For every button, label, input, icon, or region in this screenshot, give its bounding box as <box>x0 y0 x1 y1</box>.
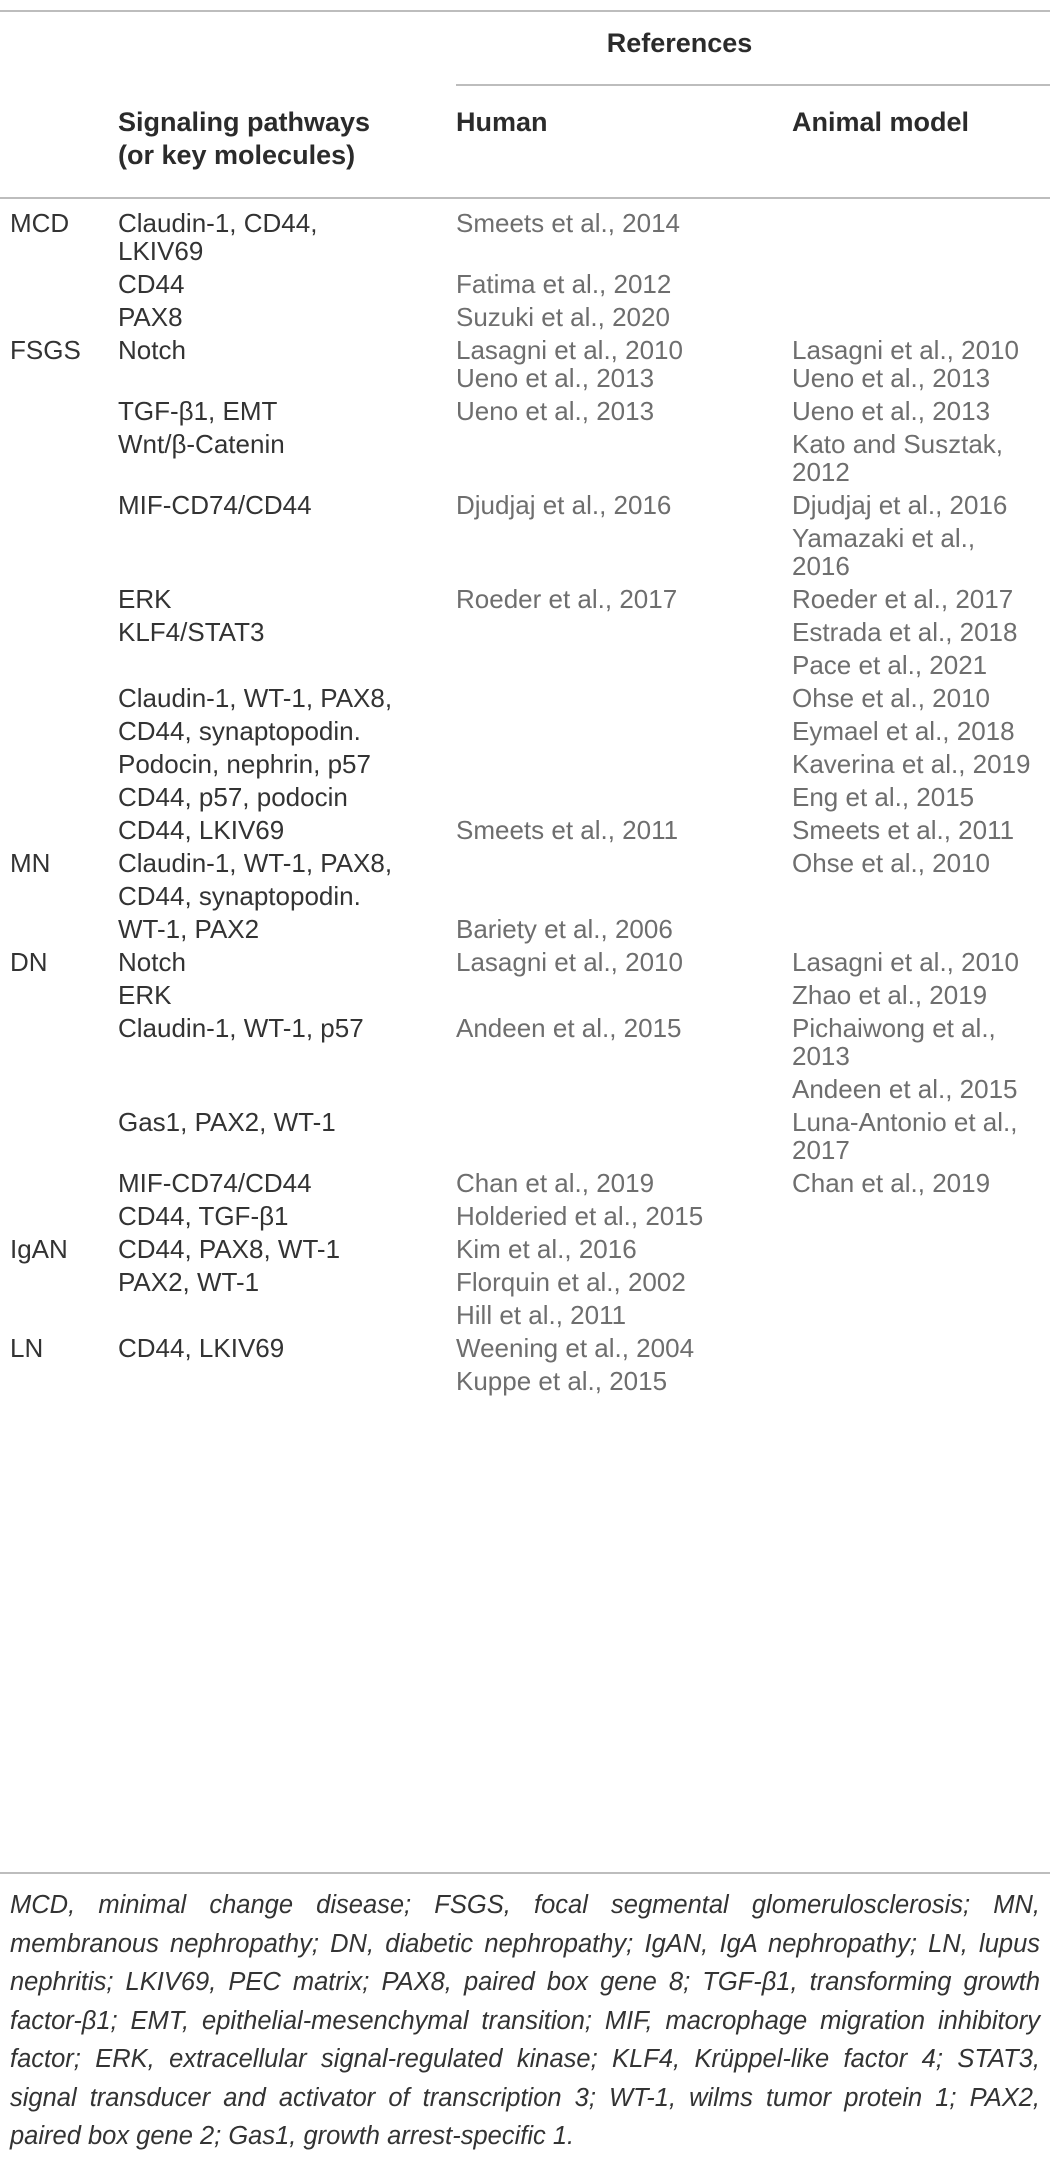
signaling-header-line1: Signaling pathways <box>118 107 371 137</box>
signaling-header <box>118 106 370 172</box>
pathway-cell: Wnt/β-Catenin <box>118 429 285 459</box>
human-reference: Hill et al., 2011 <box>456 1300 627 1330</box>
animal-reference: 2016 <box>792 551 850 581</box>
human-reference: Kuppe et al., 2015 <box>456 1366 668 1396</box>
pathway-cell: CD44, synaptopodin. <box>118 716 361 746</box>
pathway-cell: CD44, LKIV69 <box>118 815 285 845</box>
pathway-cell: WT-1, PAX2 <box>118 914 260 944</box>
pathway-cell: Notch <box>118 335 186 365</box>
human-reference: Lasagni et al., 2010 <box>456 947 683 977</box>
pathway-cell: MIF-CD74/CD44 <box>118 490 312 520</box>
pathway-cell: ERK <box>118 584 172 614</box>
animal-reference: 2017 <box>792 1135 850 1165</box>
human-reference: Djudjaj et al., 2016 <box>456 490 672 520</box>
animal-reference: Djudjaj et al., 2016 <box>792 490 1008 520</box>
pathway-cell: PAX2, WT-1 <box>118 1267 260 1297</box>
animal-reference: Ohse et al., 2010 <box>792 683 991 713</box>
pathway-cell: Claudin-1, WT-1, p57 <box>118 1013 364 1043</box>
animal-reference: Eng et al., 2015 <box>792 782 975 812</box>
pathway-cell: CD44, synaptopodin. <box>118 881 361 911</box>
pathway-cell: CD44 <box>118 269 185 299</box>
human-reference: Bariety et al., 2006 <box>456 914 673 944</box>
pathway-cell: Claudin-1, WT-1, PAX8, <box>118 683 393 713</box>
pathway-cell: Podocin, nephrin, p57 <box>118 749 371 779</box>
pathway-cell: Gas1, PAX2, WT-1 <box>118 1107 336 1137</box>
animal-reference: Kaverina et al., 2019 <box>792 749 1031 779</box>
disease-cell: IgAN <box>10 1234 68 1264</box>
human-reference: Smeets et al., 2014 <box>456 208 681 238</box>
disease-cell: MN <box>10 848 51 878</box>
human-reference: Fatima et al., 2012 <box>456 269 672 299</box>
pathway-cell: Claudin-1, CD44, <box>118 208 318 238</box>
animal-reference: Andeen et al., 2015 <box>792 1074 1018 1104</box>
animal-reference: Yamazaki et al., <box>792 523 976 553</box>
human-reference: Suzuki et al., 2020 <box>456 302 670 332</box>
human-reference: Lasagni et al., 2010 <box>456 335 683 365</box>
pathway-cell: CD44, PAX8, WT-1 <box>118 1234 341 1264</box>
animal-reference: Eymael et al., 2018 <box>792 716 1015 746</box>
human-header: Human <box>456 107 548 137</box>
signaling-header-line2: (or key molecules) <box>118 140 356 170</box>
animal-reference: Luna-Antonio et al., <box>792 1107 1018 1137</box>
pathway-cell: CD44, p57, podocin <box>118 782 348 812</box>
pathway-cell: LKIV69 <box>118 236 204 266</box>
pathway-cell: CD44, TGF-β1 <box>118 1201 289 1231</box>
human-reference: Weening et al., 2004 <box>456 1333 695 1363</box>
pathway-cell: CD44, LKIV69 <box>118 1333 285 1363</box>
animal-reference: 2013 <box>792 1041 850 1071</box>
human-reference: Andeen et al., 2015 <box>456 1013 682 1043</box>
human-reference: Holderied et al., 2015 <box>456 1201 704 1231</box>
bottom-rule <box>0 1872 1050 1874</box>
header-rule <box>0 197 1050 199</box>
animal-reference: Kato and Susztak, <box>792 429 1004 459</box>
animal-reference: Ueno et al., 2013 <box>792 396 991 426</box>
disease-cell: MCD <box>10 208 70 238</box>
animal-model-header: Animal model <box>792 107 970 137</box>
animal-reference: Ueno et al., 2013 <box>792 363 991 393</box>
pathway-cell: Claudin-1, WT-1, PAX8, <box>118 848 393 878</box>
human-reference: Roeder et al., 2017 <box>456 584 678 614</box>
animal-reference: Estrada et al., 2018 <box>792 617 1018 647</box>
human-reference: Florquin et al., 2002 <box>456 1267 686 1297</box>
animal-reference: Zhao et al., 2019 <box>792 980 988 1010</box>
references-header: References <box>606 28 753 58</box>
human-reference: Chan et al., 2019 <box>456 1168 655 1198</box>
disease-cell: DN <box>10 947 48 977</box>
table-footnote: MCD, minimal change disease; FSGS, focal segmental glomerulosclerosis; MN, membranous nephropathy; DN, diabetic nephropathy; IgAN, IgA nephropathy; LN, lupus nephritis; LKIV69, PEC matrix; PAX8, paired box gene 8; TGF-β1, transforming growth factor-β1; EMT, epithelial-mesenchymal transition; MIF, macrophage migration inhibitory factor; ERK, extracellular signal-regulated kinase; KLF4, Krüppel-like factor 4; STAT3, signal transducer and activator of transcription 3; WT-1, wilms tumor protein 1; PAX2, paired box gene 2; Gas1, growth arrest-specific 1. <box>10 1891 1040 2150</box>
human-reference: Ueno et al., 2013 <box>456 363 655 393</box>
animal-reference: Pace et al., 2021 <box>792 650 988 680</box>
animal-reference: Lasagni et al., 2010 <box>792 947 1019 977</box>
human-reference: Ueno et al., 2013 <box>456 396 655 426</box>
human-reference: Kim et al., 2016 <box>456 1234 637 1264</box>
animal-reference: 2012 <box>792 457 850 487</box>
pathway-cell: Notch <box>118 947 186 977</box>
pathway-cell: ERK <box>118 980 172 1010</box>
animal-reference: Lasagni et al., 2010 <box>792 335 1019 365</box>
references-rule <box>456 84 1050 86</box>
pathway-cell: KLF4/STAT3 <box>118 617 265 647</box>
pathway-cell: PAX8 <box>118 302 183 332</box>
pathway-cell: TGF-β1, EMT <box>118 396 278 426</box>
animal-reference: Smeets et al., 2011 <box>792 815 1015 845</box>
pathway-cell: MIF-CD74/CD44 <box>118 1168 312 1198</box>
animal-reference: Chan et al., 2019 <box>792 1168 991 1198</box>
top-rule <box>0 10 1050 12</box>
disease-cell: FSGS <box>10 335 81 365</box>
animal-reference: Ohse et al., 2010 <box>792 848 991 878</box>
human-reference: Smeets et al., 2011 <box>456 815 679 845</box>
animal-reference: Roeder et al., 2017 <box>792 584 1014 614</box>
disease-cell: LN <box>10 1333 44 1363</box>
animal-reference: Pichaiwong et al., <box>792 1013 996 1043</box>
